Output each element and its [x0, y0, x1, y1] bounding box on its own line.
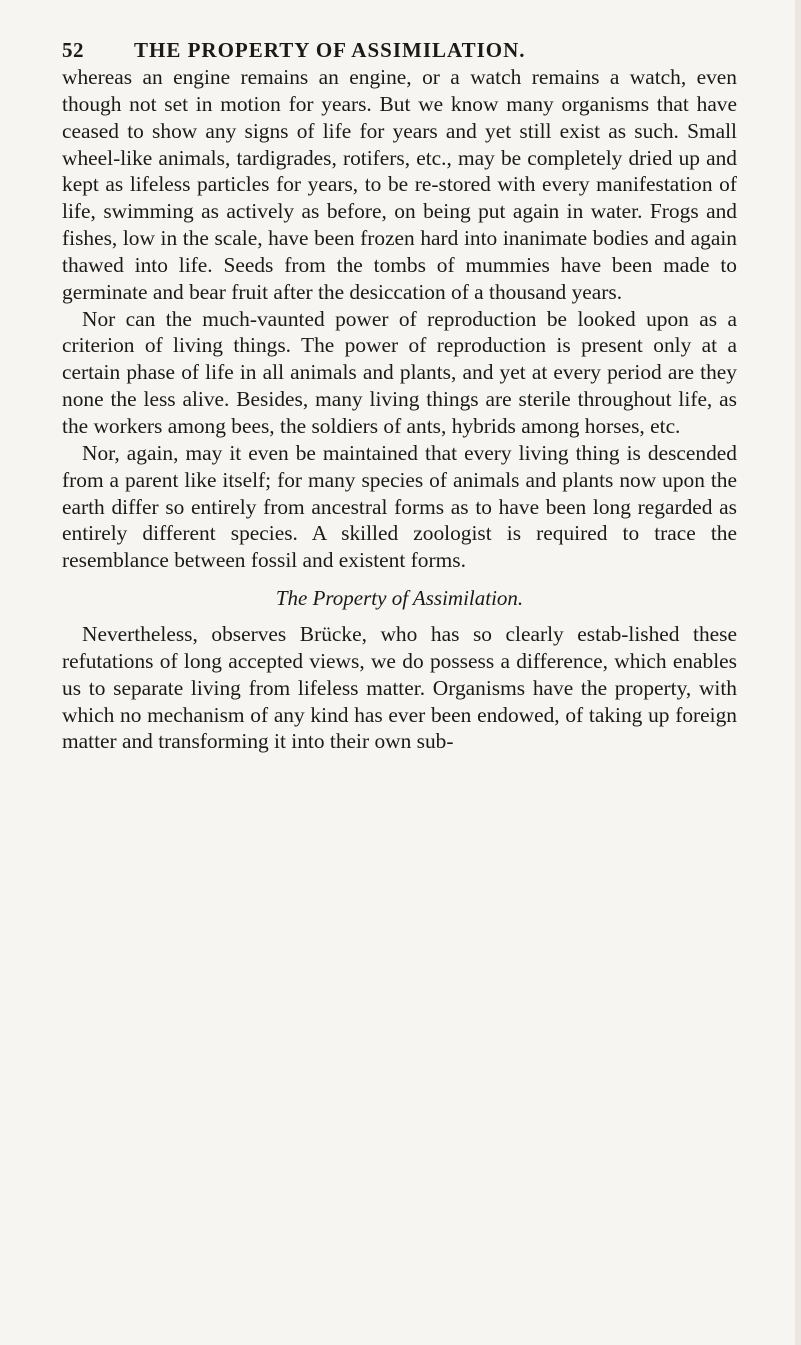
running-title: THE PROPERTY OF ASSIMILATION. — [134, 38, 526, 62]
paragraph-descent: Nor, again, may it even be maintained that every living thing is descended from a parent like itself; for many species of animals and plants now upon the earth differ so entirely from ancestral forms as to have been long regarded as entirely different species. A skilled zoologist is required to trace the resemblance between fossil and existent forms. — [62, 440, 737, 573]
body-text — [62, 64, 737, 755]
section-heading: The Property of Assimilation. — [275, 586, 524, 611]
page-number: 52 — [62, 38, 84, 62]
paragraph-reproduction: Nor can the much-vaunted power of reproduction be looked upon as a criterion of living things. The power of reproduction is present only at a certain phase of life in all animals and plants, and yet at every period are they none the less alive. Besides, many living things are sterile throughout life, as the workers among bees, the soldiers of ants, hybrids among horses, etc. — [62, 306, 737, 438]
paragraph-continuation: whereas an engine remains an engine, or a watch remains a watch, even though not set in motion for years. But we know many organisms that have ceased to show any signs of life for years and yet still exist as such. Small wheel-like animals, tardigrades, rotifers, etc., may be completely dried up and kept as lifeless particles for years, to be re-stored with every manifestation of life, swimming as actively as before, on being put again in water. Frogs and fishes, low in the scale, have been frozen hard into inanimate bodies and again thawed into life. Seeds from the tombs of mummies have been made to germinate and bear fruit after the desiccation of a thousand years. — [62, 65, 737, 304]
page-edge — [795, 0, 801, 1345]
paragraph-assimilation: Nevertheless, observes Brücke, who has so clearly estab-lished these refutations of long accepted views, we do possess a difference, which enables us to separate living from lifeless matter. Organisms have the property, with which no mechanism of any kind has ever been endowed, of taking up foreign matter and transforming it into their own sub- — [62, 622, 737, 754]
